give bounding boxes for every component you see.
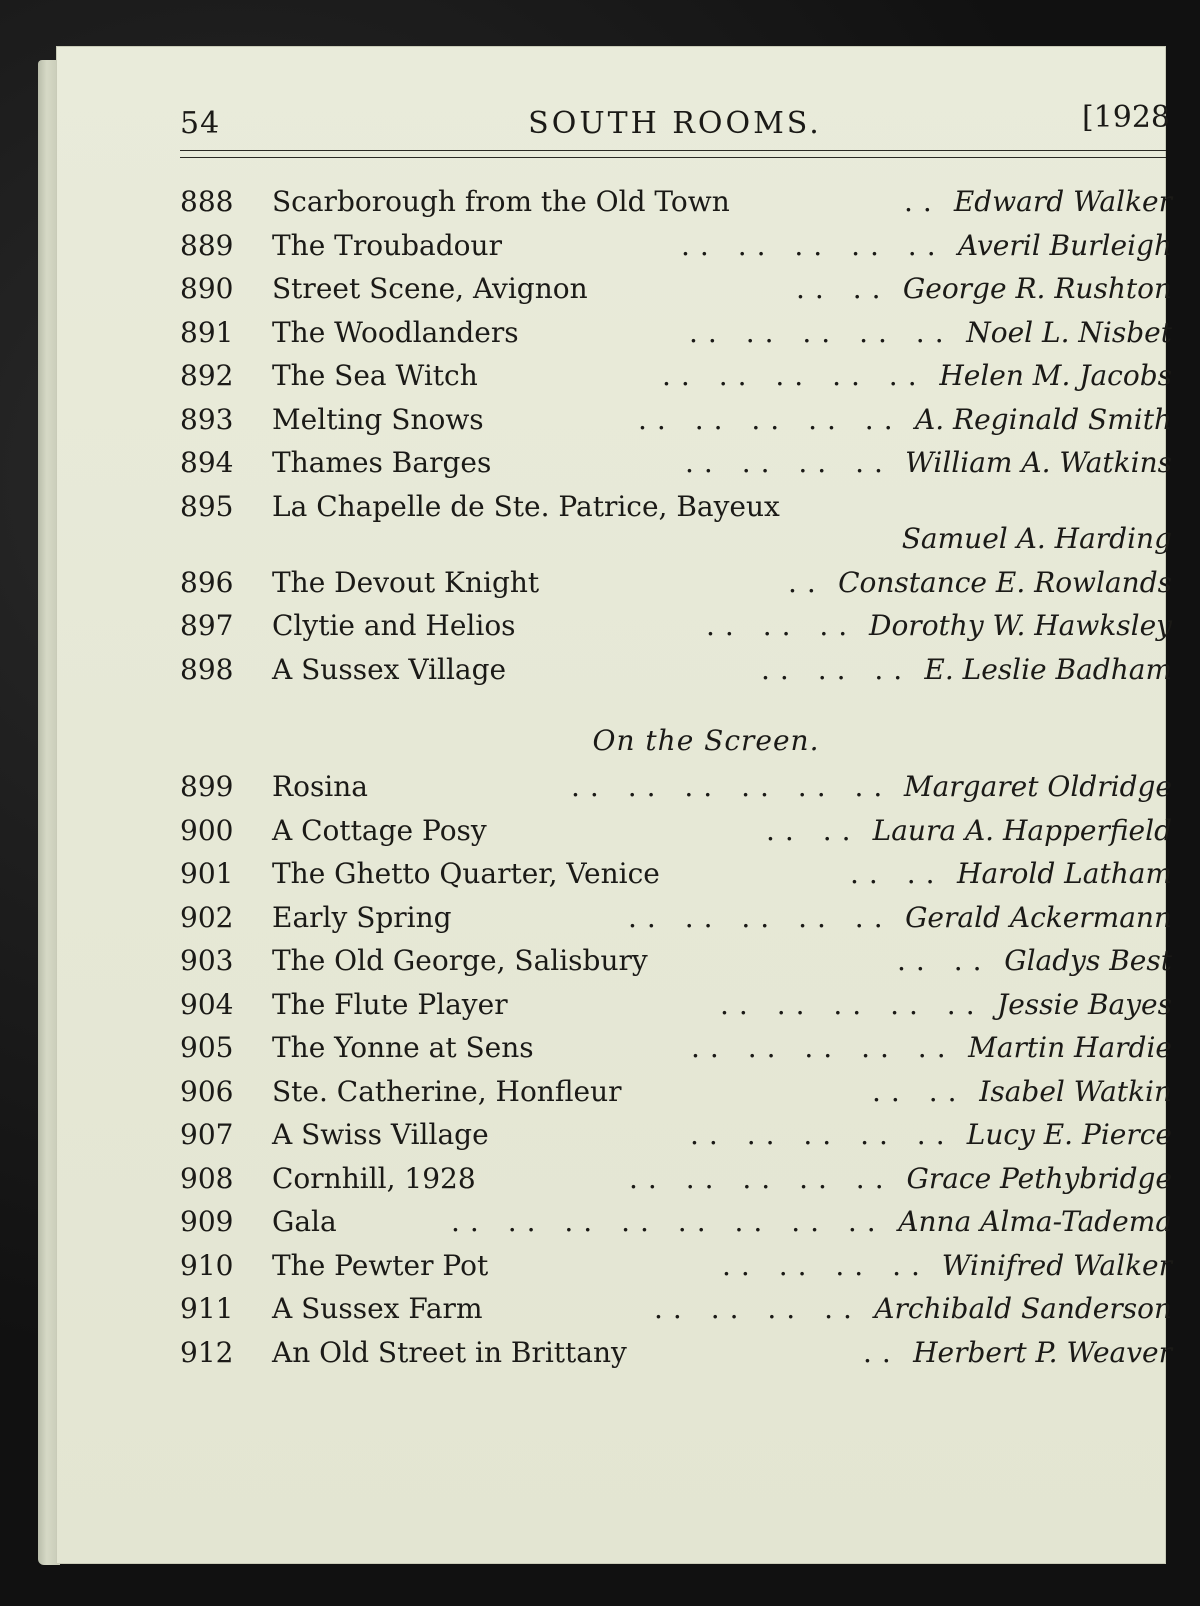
catalogue-entry [180,398,1172,442]
entry-artist: Edward Walker [953,185,1172,218]
entry-artist: Constance E. Rowlands [838,565,1172,599]
entry-title: The Old George, Salisbury [272,944,648,977]
entry-title: The Yonne at Sens [272,1031,534,1064]
catalogue-entry [180,485,1172,561]
entry-title: The Pewter Pot [272,1248,489,1282]
catalogue-entry [180,441,1172,485]
entry-artist: Anna Alma-Tadema [898,1205,1172,1238]
catalogue-entry [180,561,1172,605]
book-page [56,46,1172,1564]
entry-number: 909 [180,1205,234,1238]
entry-title: Thames Barges [272,446,492,479]
dot-leader: .. .. [850,857,945,890]
entry-artist: Gerald Ackermann [905,900,1172,934]
entry-number: 893 [180,402,234,436]
entry-artist: E. Leslie Badham [924,652,1172,686]
catalogue-entry [180,1287,1172,1331]
entry-number: 901 [180,857,234,890]
entry-artist: Lucy E. Pierce [966,1118,1172,1151]
catalogue-entry [180,1026,1172,1070]
entry-artist: Herbert P. Weaver [913,1335,1172,1369]
entry-number: 894 [180,446,234,479]
entry-artist: Grace Pethybridge [906,1161,1172,1195]
entry-number: 904 [180,987,234,1021]
entry-artist: Averil Burleigh [957,228,1172,262]
entry-number: 896 [180,565,234,599]
entry-title: A Sussex Farm [272,1292,483,1325]
entry-number: 911 [180,1292,234,1325]
page-number: 54 [180,106,221,141]
entry-title: Ste. Catherine, Honfleur [272,1074,622,1108]
entry-number: 902 [180,900,234,934]
dot-leader: .. .. .. .. .. [629,1161,894,1195]
catalogue-entry [180,354,1172,398]
entry-number: 906 [180,1074,234,1108]
entry-artist: William A. Watkins [905,446,1172,479]
entries-group-screen [180,765,1172,1374]
dot-leader: .. .. .. .. .. .. .. .. [451,1205,886,1238]
entry-number: 897 [180,609,234,642]
entry-title: The Troubadour [272,228,502,262]
entry-artist: Jessie Bayes [997,987,1172,1021]
entry-title: Street Scene, Avignon [272,272,588,305]
entry-artist: A. Reginald Smith [914,402,1172,436]
entry-title: The Woodlanders [272,315,519,349]
running-title: SOUTH ROOMS. [528,106,822,141]
entry-number: 890 [180,272,234,305]
dot-leader: .. .. .. .. .. [690,1118,955,1151]
dot-leader: .. .. .. .. .. [689,315,954,349]
dot-leader: .. .. [872,1074,967,1108]
dot-leader: .. .. .. .. .. .. [571,770,893,803]
dot-leader: .. [788,565,826,599]
catalogue-entry [180,896,1172,940]
entry-title: The Devout Knight [272,565,540,599]
entry-title: Early Spring [272,900,452,934]
entry-number: 908 [180,1161,234,1195]
entry-number: 895 [180,489,234,523]
catalogue-entry [180,1244,1172,1288]
catalogue-entry [180,180,1172,224]
dot-leader: .. .. .. .. .. [628,900,893,934]
entry-title: The Flute Player [272,987,508,1021]
entry-artist: Winifred Walker [941,1248,1172,1282]
catalogue-entry [180,1200,1172,1244]
entry-number: 912 [180,1335,234,1369]
catalogue-entry [180,1070,1172,1114]
dot-leader: .. .. .. .. .. [638,402,903,436]
dot-leader: .. .. .. .. .. [720,987,985,1021]
entry-artist: Samuel A. Harding [901,521,1172,555]
entry-title: A Cottage Posy [272,813,487,847]
entry-number: 888 [180,185,234,218]
dot-leader: .. .. [766,813,861,847]
entry-number: 892 [180,359,234,392]
catalogue-entry [180,604,1172,648]
catalogue-entry [180,809,1172,853]
entry-title: Rosina [272,770,368,803]
dot-leader: .. .. .. .. [654,1292,862,1325]
entries-group-main [180,180,1172,691]
entry-number: 891 [180,315,234,349]
catalogue-entry [180,1331,1172,1375]
dot-leader: .. .. [897,944,992,977]
dot-leader: .. .. .. .. [685,446,893,479]
entry-artist: Harold Latham [957,857,1172,890]
dot-leader: .. [863,1335,901,1369]
entry-artist: Isabel Watkin [979,1074,1172,1108]
year-mark: [1928 [1081,100,1170,135]
entry-artist: Dorothy W. Hawksley [869,609,1172,642]
dot-leader: .. .. .. [706,609,858,642]
entry-title: La Chapelle de Ste. Patrice, Bayeux [272,489,780,523]
entry-number: 903 [180,944,234,977]
entry-number: 889 [180,228,234,262]
entry-artist: Margaret Oldridge [903,770,1172,803]
entry-title: Cornhill, 1928 [272,1161,476,1195]
entry-title: The Sea Witch [272,359,478,392]
entry-title: An Old Street in Brittany [272,1335,627,1369]
catalogue-entry [180,765,1172,809]
catalogue-entry [180,983,1172,1027]
entry-artist: Helen M. Jacobs [939,359,1172,392]
page-header [180,100,1170,146]
dot-leader: .. [904,185,942,218]
entry-title: A Swiss Village [272,1118,489,1151]
entry-artist: Gladys Best [1004,944,1172,977]
entry-artist: George R. Rushton [902,272,1172,305]
entry-number: 898 [180,652,234,686]
entry-number: 900 [180,813,234,847]
dot-leader: .. .. [796,272,891,305]
catalogue-entry [180,224,1172,268]
entry-title: Gala [272,1205,337,1238]
entry-number: 910 [180,1248,234,1282]
entry-number: 905 [180,1031,234,1064]
dot-leader: .. .. .. .. .. [662,359,927,392]
header-rule [180,150,1166,158]
dot-leader: .. .. .. .. .. [681,228,946,262]
entry-title: Melting Snows [272,402,484,436]
dot-leader: .. .. .. [761,652,913,686]
entry-title: The Ghetto Quarter, Venice [272,857,660,890]
catalogue-entry [180,311,1172,355]
catalogue-entry [180,267,1172,311]
catalogue-entry [180,1113,1172,1157]
catalogue-entry [180,1157,1172,1201]
entry-artist: Laura A. Happerfield [872,813,1172,847]
entry-number: 907 [180,1118,234,1151]
catalogue-entry [180,648,1172,692]
entry-artist: Martin Hardie [968,1031,1172,1064]
section-heading: On the Screen. [592,724,820,757]
catalogue-list [180,180,1172,1374]
catalogue-entry [180,852,1172,896]
dot-leader: .. .. .. .. [722,1248,930,1282]
catalogue-entry [180,939,1172,983]
entry-artist: Archibald Sanderson [874,1292,1172,1325]
entry-title: A Sussex Village [272,652,507,686]
entry-title: Scarborough from the Old Town [272,185,730,218]
entry-number: 899 [180,770,234,803]
entry-title: Clytie and Helios [272,609,516,642]
dot-leader: .. .. .. .. .. [691,1031,956,1064]
entry-artist: Noel L. Nisbet [966,315,1172,349]
